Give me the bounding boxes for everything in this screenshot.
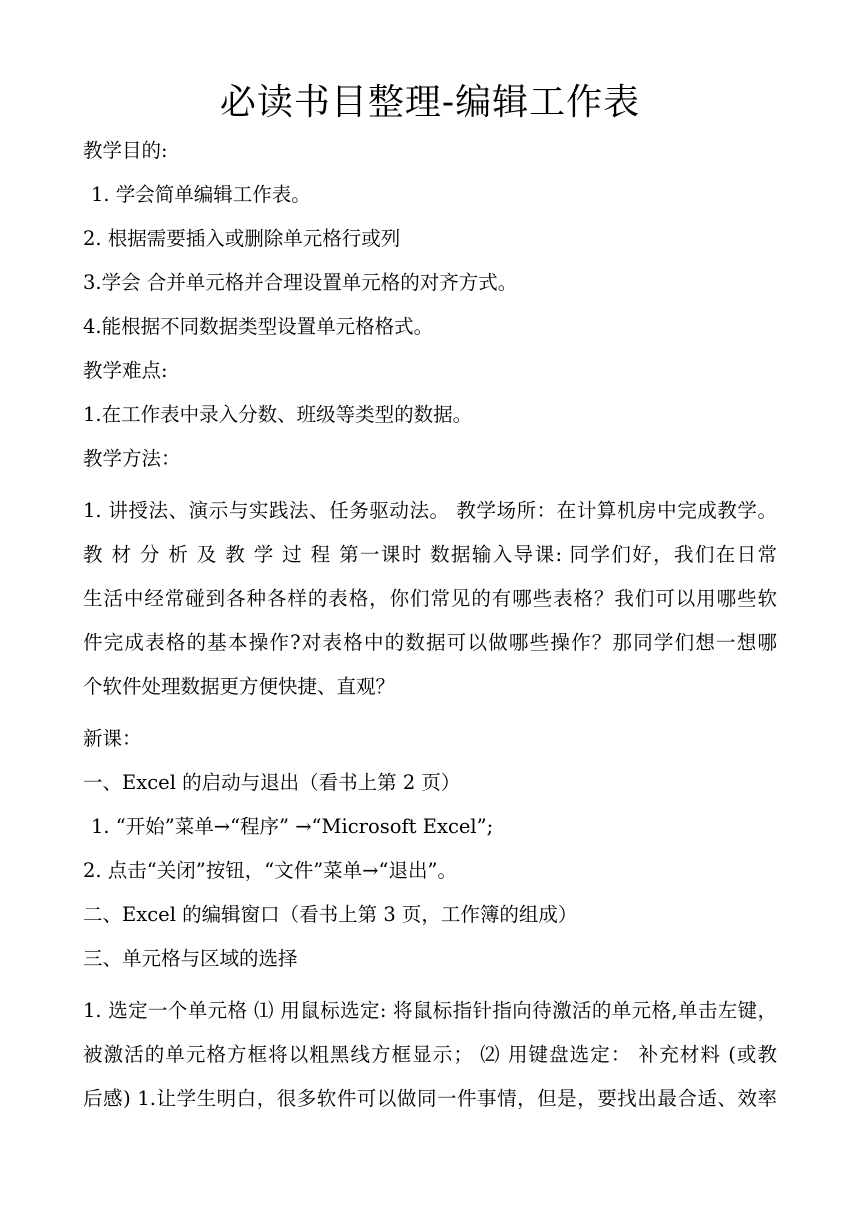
text-line: 新课： (83, 727, 142, 750)
text-line: 3.学会 合并单元格并合理设置单元格的对齐方式。 (83, 271, 518, 294)
text-line: 被激活的单元格方框将以粗黑线方框显示； ⑵ 用键盘选定： 补充材料 (或教 (83, 1043, 777, 1066)
text-line: 个软件处理数据更方便快捷、直观？ (83, 675, 396, 698)
document-title: 必读书目整理-编辑工作表 (219, 82, 641, 123)
text-line: 教 材 分 析 及 教 学 过 程 第一课时 数据输入导课: 同学们好，我们在日常 (83, 543, 777, 566)
text-line: 1. “开始”菜单→“程序” →“Microsoft Excel”; (91, 815, 494, 838)
text-line: 1.在工作表中录入分数、班级等类型的数据。 (83, 403, 473, 426)
text-line: 教学方法： (83, 447, 181, 470)
text-line: 后感) 1.让学生明白，很多软件可以做同一件事情，但是，要找出最合适、效率 (83, 1087, 777, 1110)
text-line: 2. 根据需要插入或删除单元格行或列 (83, 227, 401, 250)
text-line: 4.能根据不同数据类型设置单元格格式。 (83, 315, 434, 338)
text-line: 教学目的: (83, 139, 168, 162)
text-line: 1. 学会简单编辑工作表。 (91, 183, 311, 206)
text-line: 生活中经常碰到各种各样的表格，你们常见的有哪些表格？我们可以用哪些软 (83, 587, 777, 610)
text-line: 2. 点击“关闭”按钮，“文件”菜单→“退出”。 (83, 859, 457, 882)
text-line: 教学难点: (83, 359, 168, 382)
text-line: 二、Excel 的编辑窗口（看书上第 3 页，工作簿的组成） (83, 903, 578, 926)
text-line: 件完成表格的基本操作?对表格中的数据可以做哪些操作？那同学们想一想哪 (83, 631, 777, 654)
text-line: 1. 选定一个单元格 ⑴ 用鼠标选定: 将鼠标指针指向待激活的单元格,单击左键， (83, 999, 777, 1022)
text-line: 1. 讲授法、演示与实践法、任务驱动法。 教学场所：在计算机房中完成教学。 (83, 499, 777, 522)
text-line: 一、Excel 的启动与退出（看书上第 2 页） (83, 771, 461, 794)
text-line: 三、单元格与区域的选择 (83, 947, 298, 970)
